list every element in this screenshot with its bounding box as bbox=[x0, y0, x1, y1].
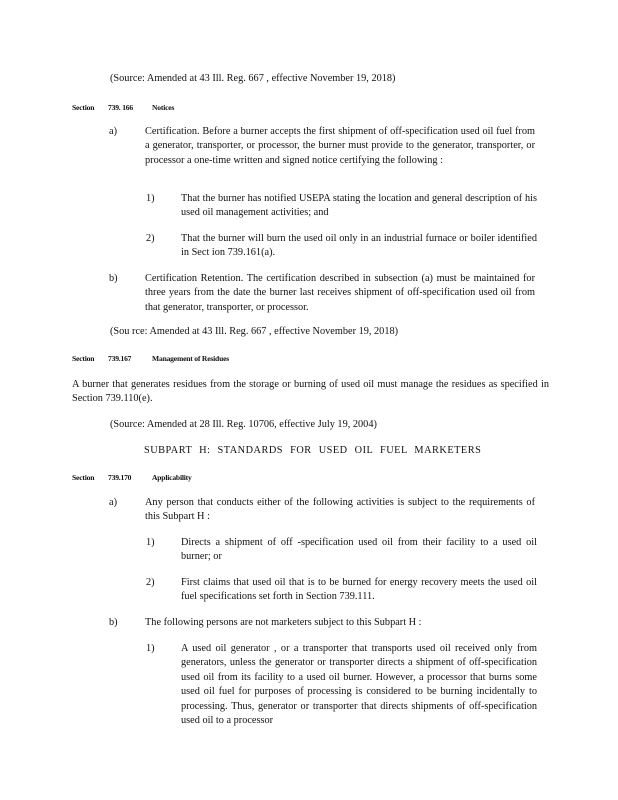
section-number: 739.170 bbox=[108, 473, 132, 482]
section-number: 739.167 bbox=[108, 354, 132, 363]
item-label: 2) bbox=[146, 233, 155, 244]
section-heading bbox=[72, 354, 229, 364]
item-label: a) bbox=[109, 126, 117, 137]
section-heading bbox=[72, 103, 174, 113]
source-note: (Sou rce: Amended at 43 Ill. Reg. 667 , effective November 19, 2018) bbox=[110, 326, 399, 337]
item-label: b) bbox=[109, 273, 118, 284]
item-text: That the burner has notified USEPA stating the location and general description of his used oil management activities; and bbox=[181, 193, 537, 219]
section-label: Section bbox=[72, 354, 95, 363]
item-text: Certification Retention. The certification described in subsection (a) must be maintained for three years from the date the burner last receives shipment of off-specification used oil from that generator, transporter, or processor. bbox=[145, 273, 535, 313]
item-label: 2) bbox=[146, 577, 155, 588]
item-label: b) bbox=[109, 617, 118, 628]
item-text: A used oil generator , or a transporter that transports used oil received only from generators, unless the generator or transporter directs a shipment of off-specification used oil from its facility to a used oil burner. However, a processor that burns some used oil fuel for purposes of processing is considered to be burning incidentally to processing. Thus, generator or transporter that directs shipments of off-specification used oil to a processor bbox=[181, 643, 537, 727]
item-text: That the burner will burn the used oil only in an industrial furnace or boiler identified in Sect ion 739.161(a). bbox=[181, 233, 537, 259]
section-title: Notices bbox=[152, 103, 175, 112]
section-title: Management of Residues bbox=[152, 354, 230, 363]
item-text: The following persons are not marketers subject to this Subpart H : bbox=[145, 617, 422, 628]
section-label: Section bbox=[72, 103, 95, 112]
source-note: (Source: Amended at 43 Ill. Reg. 667 , effective November 19, 2018) bbox=[110, 73, 396, 84]
item-text: Any person that conducts either of the following activities is subject to the requirements of this Subpart H : bbox=[145, 497, 535, 523]
item-label: 1) bbox=[146, 643, 155, 654]
section-heading bbox=[72, 473, 192, 483]
item-text: Directs a shipment of off -specification used oil from their facility to a used oil burner; or bbox=[181, 537, 537, 563]
source-note: (Source: Amended at 28 Ill. Reg. 10706, effective July 19, 2004) bbox=[110, 419, 377, 430]
paragraph-text: A burner that generates residues from the storage or burning of used oil must manage the residues as specified in Section 739.110(e). bbox=[72, 379, 549, 405]
subpart-heading: SUBPART H: STANDARDS FOR USED OIL FUEL MARKETERS bbox=[144, 445, 482, 456]
item-label: a) bbox=[109, 497, 117, 508]
section-label: Section bbox=[72, 473, 95, 482]
section-number: 739. 166 bbox=[108, 103, 133, 112]
item-text: Certification. Before a burner accepts the first shipment of off-specification used oil fuel from a generator, transporter, or processor, the burner must provide to the generator, transporter, or processor a one-time written and signed notice certifying the following : bbox=[145, 126, 535, 166]
item-text: First claims that used oil that is to be burned for energy recovery meets the used oil fuel specifications set forth in Section 739.111. bbox=[181, 577, 537, 603]
item-label: 1) bbox=[146, 193, 155, 204]
section-title: Applicability bbox=[152, 473, 192, 482]
item-label: 1) bbox=[146, 537, 155, 548]
